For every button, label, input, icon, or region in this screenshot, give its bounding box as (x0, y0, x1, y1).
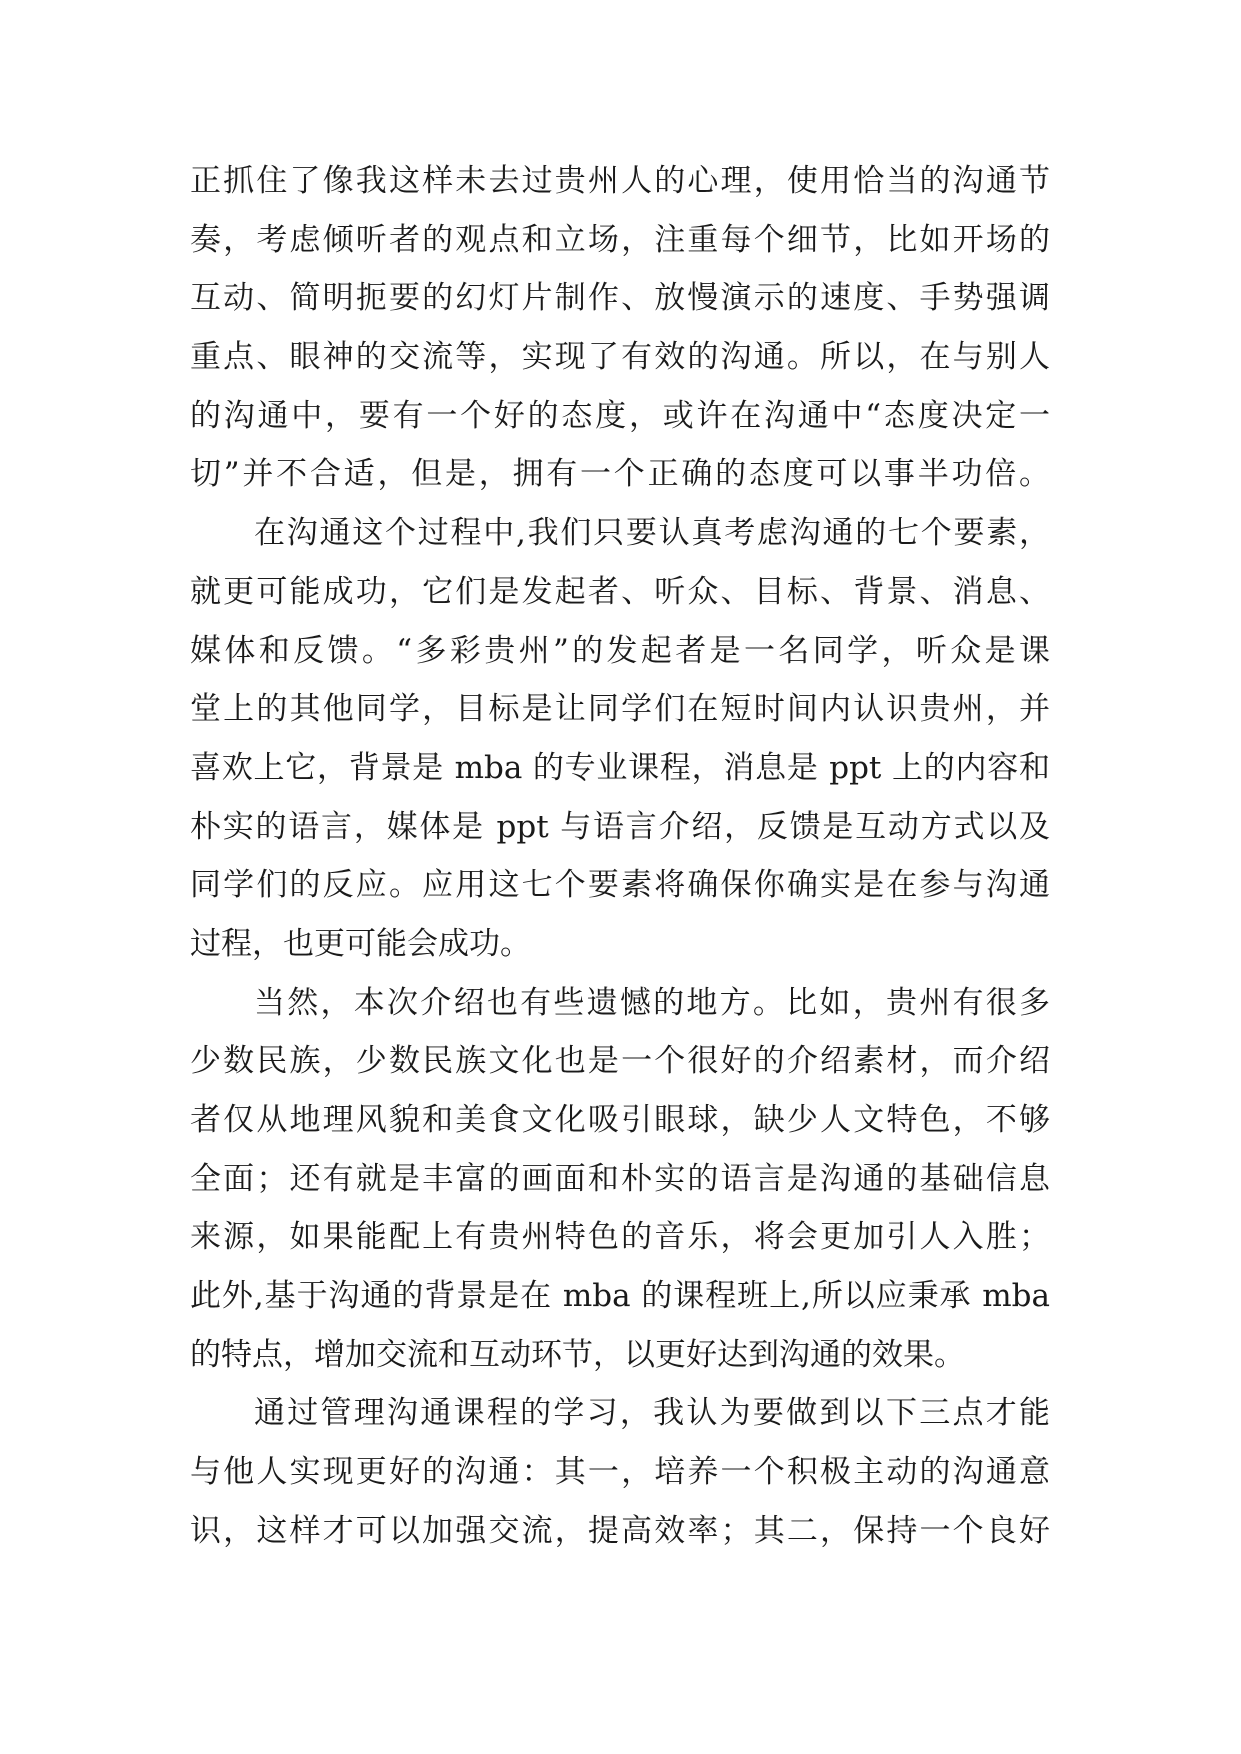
text-line: 奏，考虑倾听者的观点和立场，注重每个细节，比如开场的 (190, 221, 1050, 258)
text-line: 同学们的反应。应用这七个要素将确保你确实是在参与沟通 (190, 867, 1050, 904)
text-line: 媒体和反馈。“多彩贵州”的发起者是一名同学，听众是课 (190, 632, 1050, 669)
text-line: 正抓住了像我这样未去过贵州人的心理，使用恰当的沟通节 (190, 163, 1050, 199)
text-line: 喜欢上它，背景是 mba 的专业课程，消息是 ppt 上的内容和 (190, 749, 1050, 786)
text-line: 识，这样才可以加强交流，提高效率；其二，保持一个良好 (190, 1512, 1050, 1549)
text-line: 互动、简明扼要的幻灯片制作、放慢演示的速度、手势强调 (190, 280, 1050, 317)
text-line: 的沟通中，要有一个好的态度，或许在沟通中“态度决定一 (190, 397, 1050, 434)
paragraph-last-line: 过程，也更可能会成功。 (190, 925, 531, 962)
text-line: 者仅从地理风貌和美食文化吸引眼球，缺少人文特色，不够 (190, 1102, 1050, 1138)
paragraph-first-line: 当然，本次介绍也有些遗憾的地方。比如，贵州有很多 (254, 984, 1050, 1021)
text-line: 堂上的其他同学，目标是让同学们在短时间内认识贵州，并 (190, 691, 1050, 728)
text-line: 全面；还有就是丰富的画面和朴实的语言是沟通的基础信息 (190, 1160, 1050, 1197)
paragraph-first-line: 在沟通这个过程中,我们只要认真考虑沟通的七个要素， (254, 515, 1050, 552)
paragraph-last-line: 的特点，增加交流和互动环节，以更好达到沟通的效果。 (190, 1336, 965, 1373)
paragraph-first-line: 通过管理沟通课程的学习，我认为要做到以下三点才能 (254, 1395, 1050, 1432)
text-line: 重点、眼神的交流等，实现了有效的沟通。所以，在与别人 (190, 339, 1050, 376)
text-line: 此外,基于沟通的背景是在 mba 的课程班上,所以应秉承 mba (190, 1278, 1050, 1315)
text-line: 少数民族，少数民族文化也是一个很好的介绍素材，而介绍 (190, 1043, 1050, 1080)
text-line: 与他人实现更好的沟通：其一，培养一个积极主动的沟通意 (190, 1454, 1050, 1491)
text-line: 切”并不合适，但是，拥有一个正确的态度可以事半功倍。 (190, 456, 1050, 493)
text-line: 就更可能成功，它们是发起者、听众、目标、背景、消息、 (190, 573, 1050, 610)
text-line: 来源，如果能配上有贵州特色的音乐，将会更加引人入胜； (190, 1219, 1050, 1256)
text-line: 朴实的语言，媒体是 ppt 与语言介绍，反馈是互动方式以及 (190, 808, 1050, 845)
body-text (190, 152, 1050, 1561)
